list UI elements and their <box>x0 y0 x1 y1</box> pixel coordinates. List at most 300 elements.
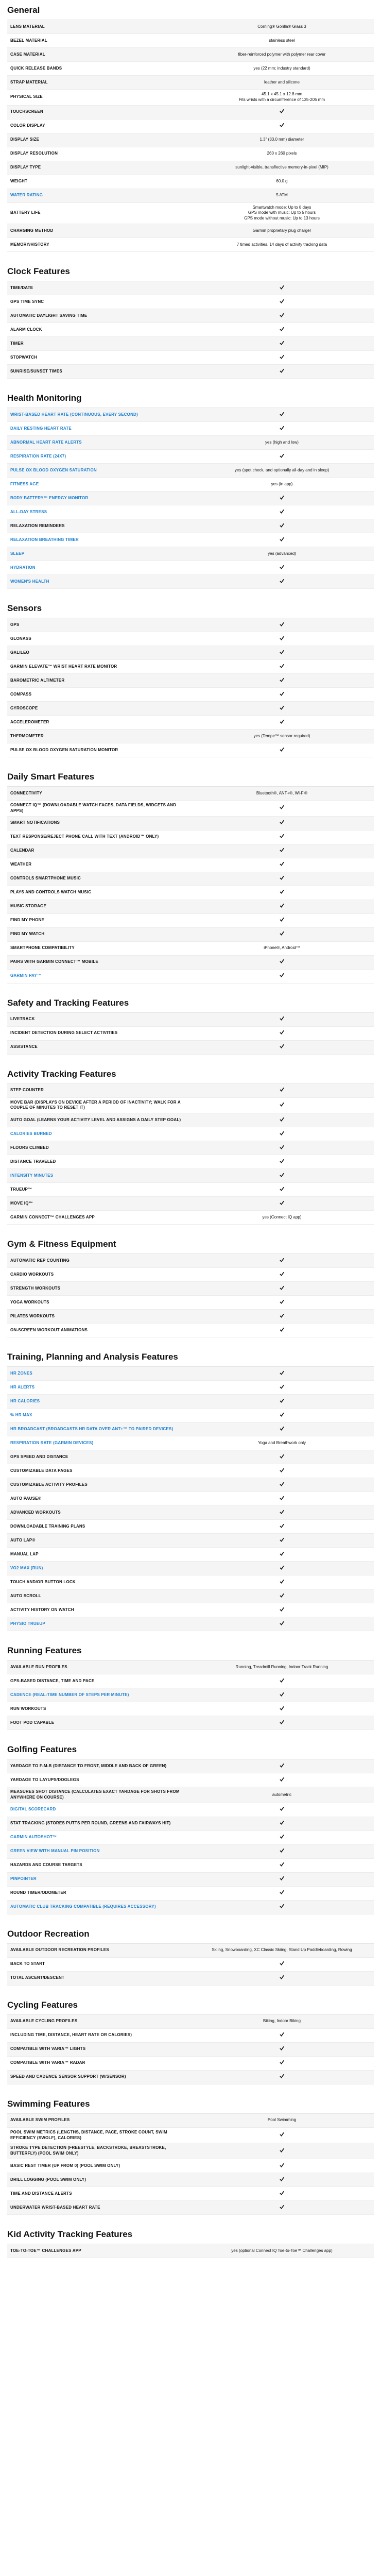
spec-value <box>190 803 374 814</box>
spec-row <box>7 1450 374 1464</box>
spec-label: CASE MATERIAL <box>10 52 45 57</box>
spec-row <box>7 1141 374 1155</box>
checkmark-icon <box>280 354 284 359</box>
spec-row <box>7 147 374 161</box>
spec-label-link[interactable]: PHYSIO TRUEUP <box>10 1621 45 1626</box>
checkmark-icon <box>280 495 284 500</box>
spec-label: QUICK RELEASE BANDS <box>10 65 62 71</box>
spec-value <box>190 107 374 117</box>
spec-row <box>7 422 374 436</box>
spec-value <box>190 1382 374 1393</box>
checkmark-icon <box>280 453 284 458</box>
checkmark-icon <box>280 1468 284 1472</box>
spec-label: AVAILABLE RUN PROFILES <box>10 1664 67 1669</box>
spec-label: PULSE OX BLOOD OXYGEN SATURATION MONITOR <box>10 747 118 752</box>
spec-label-link[interactable]: INTENSITY MINUTES <box>10 1173 54 1178</box>
spec-value <box>190 634 374 645</box>
checkmark-icon <box>280 1621 284 1625</box>
checkmark-icon <box>280 973 284 977</box>
checkmark-icon <box>280 2163 284 2167</box>
spec-row <box>7 1381 374 1395</box>
spec-value <box>190 493 374 504</box>
spec-row <box>7 1268 374 1282</box>
checkmark-icon <box>280 650 284 654</box>
spec-row <box>7 323 374 337</box>
spec-label: GARMIN ELEVATE™ WRIST HEART RATE MONITOR <box>10 664 117 669</box>
spec-label: CARDIO WORKOUTS <box>10 1272 54 1277</box>
section-title: General <box>7 5 40 15</box>
spec-value <box>190 859 374 870</box>
spec-value <box>190 689 374 700</box>
spec-label: TIME/DATE <box>10 285 33 290</box>
checkmark-icon <box>280 1272 284 1276</box>
checkmark-icon <box>280 2032 284 2037</box>
spec-value <box>190 1452 374 1463</box>
checkmark-icon <box>280 1200 284 1205</box>
spec-value <box>190 1171 374 1181</box>
spec-value <box>190 648 374 658</box>
spec-label-link[interactable]: % HR MAX <box>10 1412 32 1417</box>
spec-value <box>190 1563 374 1574</box>
spec-label: TOTAL ASCENT/DESCENT <box>10 1975 65 1980</box>
spec-row <box>7 1506 374 1520</box>
spec-value <box>190 1676 374 1687</box>
spec-table <box>7 408 374 589</box>
spec-row <box>7 1027 374 1041</box>
spec-row <box>7 2029 374 2043</box>
spec-row <box>7 1603 374 1617</box>
spec-label: AUTO SCROLL <box>10 1593 41 1598</box>
section-title: Swimming Features <box>7 2098 90 2109</box>
spec-value <box>190 1521 374 1532</box>
spec-row <box>7 632 374 646</box>
spec-row <box>7 450 374 464</box>
spec-label: FLOORS CLIMBED <box>10 1145 49 1150</box>
spec-label-link[interactable]: RESPIRATION RATE (GARMIN DEVICES) <box>10 1440 94 1445</box>
checkmark-icon <box>280 285 284 290</box>
spec-row <box>7 2187 374 2201</box>
spec-row <box>7 1887 374 1901</box>
spec-label-link[interactable]: BODY BATTERY™ ENERGY MONITOR <box>10 495 89 500</box>
checkmark-icon <box>280 1313 284 1318</box>
spec-row <box>7 224 374 238</box>
spec-value: 60.0 g <box>276 179 288 184</box>
spec-label: CUSTOMIZABLE DATA PAGES <box>10 1468 73 1473</box>
spec-row <box>7 337 374 351</box>
spec-value <box>190 1874 374 1885</box>
spec-label-link[interactable]: SLEEP <box>10 551 25 556</box>
spec-value <box>190 1283 374 1294</box>
spec-label-link[interactable]: CALORIES BURNED <box>10 1131 52 1136</box>
spec-value <box>190 2189 374 2199</box>
spec-label-link[interactable]: ALL-DAY STRESS <box>10 509 47 514</box>
spec-value <box>190 451 374 462</box>
spec-row <box>7 76 374 90</box>
spec-row <box>7 743 374 757</box>
checkmark-icon <box>280 917 284 922</box>
spec-row <box>7 1084 374 1098</box>
spec-value: 260 x 260 pixels <box>267 151 297 156</box>
spec-value <box>190 2202 374 2213</box>
spec-value <box>190 521 374 532</box>
spec-value <box>190 1410 374 1421</box>
spec-value: yes (spot check, and optionally all-day and in sleep) <box>234 467 330 472</box>
spec-row <box>7 1155 374 1169</box>
spec-row <box>7 702 374 716</box>
spec-value <box>190 563 374 573</box>
spec-label: ASSISTANCE <box>10 1044 38 1049</box>
spec-value <box>190 366 374 377</box>
spec-row <box>7 106 374 120</box>
checkmark-icon <box>280 959 284 963</box>
spec-value <box>190 745 374 756</box>
spec-label: WEIGHT <box>10 179 28 184</box>
spec-value <box>190 1143 374 1154</box>
spec-value: Yoga and Breathwork only <box>257 1440 306 1445</box>
spec-label-link[interactable]: RELAXATION BREATHING TIMER <box>10 537 79 542</box>
spec-row <box>7 844 374 858</box>
spec-label: LIVETRACK <box>10 1016 35 1022</box>
spec-label: AUTO LAP® <box>10 1537 36 1543</box>
spec-value <box>190 2161 374 2172</box>
spec-label: SMARTPHONE COMPATIBILITY <box>10 945 75 951</box>
spec-label: CONNECTIVITY <box>10 790 42 795</box>
spec-value <box>190 1396 374 1407</box>
spec-value: leather and silicone <box>264 79 300 84</box>
spec-row <box>7 1478 374 1492</box>
checkmark-icon <box>280 426 284 430</box>
checkmark-icon <box>280 2148 284 2153</box>
spec-label: GYROSCOPE <box>10 705 38 710</box>
checkmark-icon <box>280 2191 284 2195</box>
checkmark-icon <box>280 1579 284 1584</box>
spec-row <box>7 1716 374 1730</box>
spec-label-link[interactable]: WRIST-BASED HEART RATE (CONTINUOUS, EVERY SECOND) <box>10 412 138 417</box>
spec-label: AVAILABLE SWIM PROFILES <box>10 2117 70 2123</box>
spec-value <box>190 957 374 968</box>
spec-label: INCLUDING TIME, DISTANCE, HEART RATE OR CALORIES) <box>10 2032 132 2038</box>
spec-row <box>7 660 374 674</box>
spec-label: BATTERY LIFE <box>10 210 41 215</box>
spec-row <box>7 831 374 844</box>
spec-value: 5 ATM <box>276 193 288 198</box>
checkmark-icon <box>280 2046 284 2050</box>
spec-label: RELAXATION REMINDERS <box>10 523 65 528</box>
checkmark-icon <box>280 1159 284 1163</box>
spec-label: TOE-TO-TOE™ CHALLENGES APP <box>10 2248 81 2253</box>
checkmark-icon <box>280 1763 284 1768</box>
spec-row <box>7 120 374 133</box>
spec-row <box>7 1575 374 1589</box>
spec-label: AVAILABLE OUTDOOR RECREATION PROFILES <box>10 1947 109 1953</box>
spec-row <box>7 872 374 886</box>
spec-label: ALARM CLOCK <box>10 327 42 332</box>
spec-label: CALENDAR <box>10 848 34 853</box>
checkmark-icon <box>280 1890 284 1894</box>
spec-row <box>7 2244 374 2258</box>
spec-row <box>7 801 374 817</box>
spec-value: Pool Swimming <box>267 2117 297 2123</box>
spec-row <box>7 928 374 942</box>
spec-table <box>7 2014 374 2084</box>
spec-value <box>190 1100 374 1111</box>
spec-label: STRENGTH WORKOUTS <box>10 1285 61 1291</box>
spec-label: FOOT POD CAPABLE <box>10 1720 55 1725</box>
checkmark-icon <box>280 1510 284 1514</box>
spec-row <box>7 1367 374 1381</box>
spec-value <box>190 1368 374 1379</box>
spec-label-link[interactable]: HR CALORIES <box>10 1398 40 1403</box>
checkmark-icon <box>280 565 284 569</box>
checkmark-icon <box>280 1145 284 1149</box>
spec-table <box>7 1083 374 1225</box>
spec-label-link[interactable]: DAILY RESTING HEART RATE <box>10 426 72 431</box>
spec-row <box>7 1324 374 1337</box>
spec-value <box>190 1466 374 1477</box>
checkmark-icon <box>280 1370 284 1375</box>
spec-row <box>7 309 374 323</box>
spec-value <box>190 283 374 294</box>
checkmark-icon <box>280 2060 284 2064</box>
section-title: Golfing Features <box>7 1744 77 1755</box>
checkmark-icon <box>280 1848 284 1853</box>
spec-row <box>7 1548 374 1562</box>
spec-label-link[interactable]: VO2 MAX (RUN) <box>10 1565 43 1570</box>
spec-label: FIND MY WATCH <box>10 931 45 937</box>
spec-value <box>190 1085 374 1096</box>
spec-label: HAZARDS AND COURSE TARGETS <box>10 1862 82 1868</box>
spec-label: MOVE BAR (DISPLAYS ON DEVICE AFTER A PERIOD OF INACTIVITY; WALK FOR A COUPLE OF MINUTES TO RESET IT) <box>10 1099 181 1110</box>
spec-value <box>190 971 374 981</box>
section-title: Daily Smart Features <box>7 771 95 782</box>
spec-table <box>7 2244 374 2258</box>
checkmark-icon <box>280 2205 284 2209</box>
checkmark-icon <box>280 1327 284 1332</box>
spec-value <box>190 2146 374 2157</box>
checkmark-icon <box>280 1806 284 1811</box>
spec-value: fiber-reinforced polymer with polymer rear cover <box>238 52 326 57</box>
spec-label: MOVE IQ™ <box>10 1200 33 1206</box>
spec-label: TEXT RESPONSE/REJECT PHONE CALL WITH TEXT (ANDROID™ ONLY) <box>10 834 159 839</box>
spec-row <box>7 90 374 106</box>
spec-label: TOUCHSCREEN <box>10 109 43 114</box>
spec-label: DISPLAY RESOLUTION <box>10 151 58 156</box>
spec-row <box>7 2143 374 2159</box>
spec-label: ADVANCED WORKOUTS <box>10 1510 61 1515</box>
spec-row <box>7 1958 374 1972</box>
spec-label-link[interactable]: FITNESS AGE <box>10 481 39 486</box>
spec-value <box>190 410 374 420</box>
spec-row <box>7 942 374 956</box>
section-title: Sensors <box>7 603 42 613</box>
section-title: Clock Features <box>7 266 70 276</box>
checkmark-icon <box>280 1102 284 1107</box>
spec-label-link[interactable]: GARMIN PAY™ <box>10 973 41 978</box>
spec-row <box>7 646 374 660</box>
spec-label: AUTO GOAL (LEARNS YOUR ACTIVITY LEVEL AND ASSIGNS A DAILY STEP GOAL) <box>10 1117 181 1122</box>
spec-label-link[interactable]: GARMIN AUTOSHOT™ <box>10 1835 57 1840</box>
spec-value: yes (high and low) <box>265 439 299 445</box>
checkmark-icon <box>280 875 284 880</box>
spec-label: SUNRISE/SUNSET TIMES <box>10 368 62 374</box>
spec-label-link[interactable]: PULSE OX BLOOD OXYGEN SATURATION <box>10 467 97 472</box>
checkmark-icon <box>280 1537 284 1542</box>
spec-value <box>190 2175 374 2185</box>
spec-label: AUTOMATIC DAYLIGHT SAVING TIME <box>10 313 88 318</box>
spec-table <box>7 1759 374 1914</box>
spec-row <box>7 1520 374 1534</box>
spec-label: DOWNLOADABLE TRAINING PLANS <box>10 1523 85 1529</box>
spec-table <box>7 786 374 984</box>
spec-value <box>190 1184 374 1195</box>
spec-value <box>190 535 374 546</box>
spec-label: POOL SWIM METRICS (LENGTHS, DISTANCE, PACE, STROKE COUNT, SWIM EFFICIENCY (SWOLF), CALORIES) <box>10 2129 167 2140</box>
spec-row <box>7 1409 374 1422</box>
spec-value: sunlight-visible, transflective memory-in-pixel (MIP) <box>235 165 328 170</box>
spec-value: yes (Tempe™ sensor required) <box>253 733 310 738</box>
spec-label: TRUEUP™ <box>10 1187 32 1192</box>
spec-label-link[interactable]: HR ZONES <box>10 1370 32 1376</box>
spec-row <box>7 351 374 365</box>
spec-value <box>190 2130 374 2141</box>
checkmark-icon <box>280 1975 284 1979</box>
spec-value: iPhone®, Android™ <box>264 945 300 951</box>
checkmark-icon <box>280 861 284 866</box>
spec-label: BAROMETRIC ALTIMETER <box>10 677 65 683</box>
spec-value <box>190 1480 374 1490</box>
spec-label-link[interactable]: RESPIRATION RATE (24X7) <box>10 453 66 459</box>
checkmark-icon <box>280 1678 284 1683</box>
spec-label: STAT TRACKING (STORES PUTTS PER ROUND, GREENS AND FAIRWAYS HIT) <box>10 1821 171 1826</box>
spec-value <box>190 2072 374 2082</box>
spec-label-link[interactable]: PINPOINTER <box>10 1876 37 1882</box>
spec-value <box>190 1704 374 1715</box>
section-title: Cycling Features <box>7 1999 78 2010</box>
spec-row <box>7 1901 374 1914</box>
spec-label: GLONASS <box>10 636 31 641</box>
spec-label: ACTIVITY HISTORY ON WATCH <box>10 1607 74 1612</box>
section-title: Health Monitoring <box>7 393 82 403</box>
spec-value <box>190 338 374 349</box>
spec-value: 7 timed activities, 14 days of activity tracking data <box>236 242 327 247</box>
spec-value <box>190 1115 374 1126</box>
spec-label-link[interactable]: HR ALERTS <box>10 1384 35 1389</box>
spec-value <box>190 1832 374 1843</box>
spec-label: CONNECT IQ™ (DOWNLOADABLE WATCH FACES, DATA FIELDS, WIDGETS AND APPS) <box>10 802 177 813</box>
spec-value <box>190 2044 374 2055</box>
spec-row <box>7 970 374 984</box>
spec-row <box>7 1831 374 1845</box>
spec-row <box>7 1013 374 1027</box>
spec-row <box>7 1972 374 1986</box>
spec-row <box>7 533 374 547</box>
spec-row <box>7 238 374 252</box>
spec-row <box>7 1534 374 1548</box>
checkmark-icon <box>280 1607 284 1612</box>
checkmark-icon <box>280 848 284 852</box>
spec-value <box>190 717 374 728</box>
spec-value <box>190 423 374 434</box>
spec-label: MUSIC STORAGE <box>10 904 47 909</box>
spec-label-link[interactable]: HYDRATION <box>10 565 36 570</box>
spec-label: STROKE TYPE DETECTION (FREESTYLE, BACKSTROKE, BREASTSTROKE, BUTTERFLY) (POOL SWIM ONLY) <box>10 2145 166 2156</box>
spec-row <box>7 464 374 478</box>
spec-label-link[interactable]: ABNORMAL HEART RATE ALERTS <box>10 439 82 445</box>
spec-row <box>7 1617 374 1631</box>
spec-value <box>190 311 374 321</box>
spec-label: COLOR DISPLAY <box>10 123 45 128</box>
spec-value <box>190 1256 374 1266</box>
spec-value <box>190 1690 374 1701</box>
spec-label-link[interactable]: HR BROADCAST (BROADCASTS HR DATA OVER ANT+™ TO PAIRED DEVICES) <box>10 1426 174 1431</box>
checkmark-icon <box>280 1173 284 1177</box>
spec-row <box>7 189 374 203</box>
checkmark-icon <box>280 368 284 373</box>
spec-label: GALILEO <box>10 650 29 655</box>
spec-row <box>7 730 374 743</box>
spec-value: 45.1 x 45.1 x 12.8 mm Fits wrists with a circumference of 135-205 mm <box>238 92 325 102</box>
spec-row <box>7 1436 374 1450</box>
spec-label: DISPLAY TYPE <box>10 165 41 170</box>
section-title: Outdoor Recreation <box>7 1928 90 1939</box>
spec-value <box>190 1619 374 1630</box>
spec-row <box>7 688 374 702</box>
spec-label: GPS <box>10 622 20 627</box>
spec-table <box>7 618 374 757</box>
checkmark-icon <box>280 2177 284 2181</box>
checkmark-icon <box>280 931 284 936</box>
spec-row <box>7 1759 374 1773</box>
spec-value <box>190 325 374 335</box>
spec-label-link[interactable]: GREEN VIEW WITH MANUAL PIN POSITION <box>10 1849 100 1854</box>
spec-value <box>190 1129 374 1140</box>
checkmark-icon <box>280 1384 284 1389</box>
spec-row <box>7 956 374 970</box>
spec-row <box>7 161 374 175</box>
spec-label-link[interactable]: WATER RATING <box>10 193 43 198</box>
checkmark-icon <box>280 341 284 345</box>
checkmark-icon <box>280 1820 284 1825</box>
spec-value: Smartwatch mode: Up to 8 days GPS mode with music: Up to 5 hours GPS mode without music: Up to 13 hours <box>244 205 320 221</box>
spec-value <box>190 297 374 308</box>
checkmark-icon <box>280 1131 284 1136</box>
spec-label: STOPWATCH <box>10 354 38 360</box>
checkmark-icon <box>280 1862 284 1867</box>
spec-row <box>7 133 374 147</box>
spec-value <box>190 1198 374 1209</box>
spec-label-link[interactable]: WOMEN'S HEALTH <box>10 579 49 584</box>
checkmark-icon <box>280 1044 284 1048</box>
spec-row <box>7 787 374 801</box>
checkmark-icon <box>280 1454 284 1459</box>
spec-table <box>7 20 374 252</box>
checkmark-icon <box>280 1904 284 1908</box>
spec-row <box>7 1127 374 1141</box>
spec-row <box>7 1041 374 1055</box>
spec-label-link[interactable]: DIGITAL SCORECARD <box>10 1807 56 1812</box>
spec-label-link[interactable]: AUTOMATIC CLUB TRACKING COMPATIBLE (REQUIRES ACCESSORY) <box>10 1904 156 1909</box>
checkmark-icon <box>280 805 284 809</box>
spec-label: BACK TO START <box>10 1961 45 1967</box>
spec-row <box>7 1702 374 1716</box>
spec-label-link[interactable]: CADENCE (REAL-TIME NUMBER OF STEPS PER MINUTE) <box>10 1692 129 1697</box>
spec-value <box>190 1014 374 1025</box>
spec-table <box>7 2113 374 2215</box>
spec-label: PLAYS AND CONTROLS WATCH MUSIC <box>10 890 92 895</box>
spec-row <box>7 1660 374 1674</box>
spec-row <box>7 20 374 34</box>
spec-row <box>7 1211 374 1225</box>
